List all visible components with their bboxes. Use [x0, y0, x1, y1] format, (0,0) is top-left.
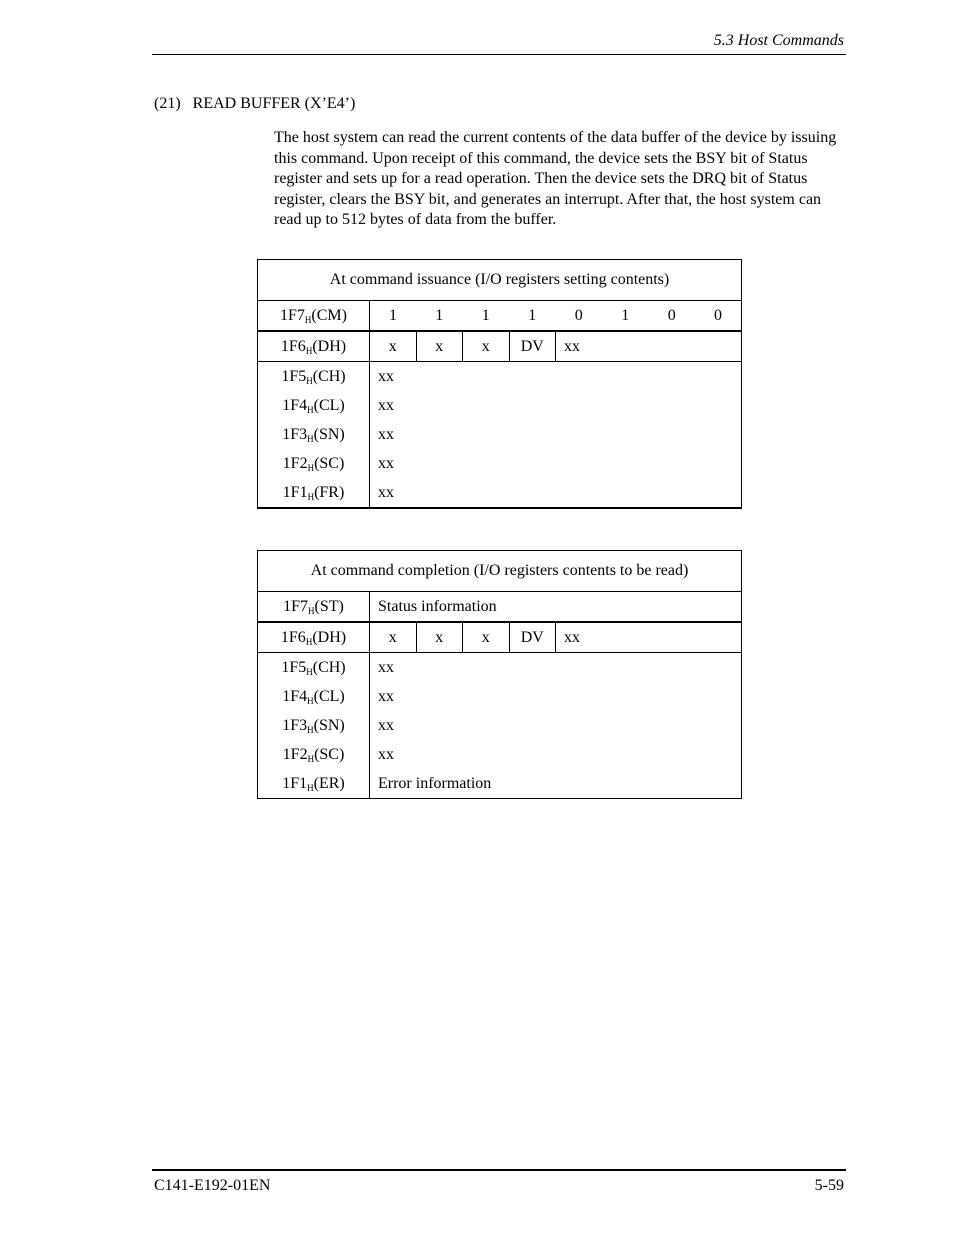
dh-bit-6: x [416, 622, 463, 653]
register-name [258, 769, 370, 799]
register-value: xx [370, 449, 742, 478]
register-value: xx [370, 420, 742, 449]
dh-dv-bit: DV [509, 622, 556, 653]
dh-bit-6: x [416, 331, 463, 362]
section-heading [154, 95, 355, 113]
hex-subscript: H [305, 345, 313, 356]
register-address: 1F6 [280, 628, 306, 646]
hex-subscript: H [307, 724, 314, 735]
completion-row-st [258, 592, 742, 623]
dh-head-bits: xx [556, 331, 742, 362]
completion-register-table [257, 550, 742, 799]
completion-row-er [258, 769, 742, 799]
bit-1: 0 [649, 301, 696, 332]
register-address: 1F1 [282, 483, 308, 501]
register-address: 1F2 [282, 454, 308, 472]
issuance-row-cm [258, 301, 742, 332]
completion-row-dh [258, 622, 742, 653]
hex-subscript: H [308, 605, 315, 616]
register-name [258, 449, 370, 478]
bit-2: 1 [602, 301, 649, 332]
register-value: xx [370, 478, 742, 508]
register-name [258, 653, 370, 683]
bit-4: 1 [509, 301, 556, 332]
register-address: 1F5 [281, 658, 307, 676]
hex-subscript: H [304, 314, 312, 325]
issuance-row-sn [258, 420, 742, 449]
register-suffix: (SN) [313, 425, 345, 443]
issuance-row-ch [258, 362, 742, 392]
issuance-row-dh [258, 331, 742, 362]
hex-subscript: H [305, 636, 313, 647]
hex-subscript: H [307, 782, 314, 793]
register-address: 1F2 [282, 745, 308, 763]
register-name [258, 420, 370, 449]
error-information: Error information [370, 769, 742, 799]
register-suffix: (FR) [314, 483, 345, 501]
issuance-row-sc [258, 449, 742, 478]
status-information: Status information [370, 592, 742, 623]
register-suffix: (CL) [313, 687, 345, 705]
bit-5: 1 [463, 301, 510, 332]
footer-doc-code: C141-E192-01EN [154, 1177, 271, 1194]
register-address: 1F7 [280, 306, 305, 324]
bit-0: 0 [695, 301, 742, 332]
hex-subscript: H [307, 462, 315, 473]
register-name [258, 711, 370, 740]
register-address: 1F3 [282, 716, 308, 734]
hex-subscript: H [307, 404, 314, 415]
register-value: xx [370, 682, 742, 711]
issuance-table-caption: At command issuance (I/O registers setting contents) [258, 260, 742, 301]
register-name [258, 362, 370, 392]
register-suffix: (SN) [313, 716, 345, 734]
issuance-row-fr [258, 478, 742, 508]
hex-subscript: H [307, 491, 315, 502]
register-address: 1F1 [282, 774, 308, 792]
register-address: 1F5 [281, 367, 307, 385]
register-suffix: (CH) [312, 367, 346, 385]
register-name [258, 740, 370, 769]
issuance-register-table [257, 259, 742, 509]
register-value: xx [370, 711, 742, 740]
hex-subscript: H [306, 666, 313, 677]
register-suffix: (ST) [314, 597, 344, 615]
dh-bit-7: x [370, 622, 417, 653]
dh-bit-7: x [370, 331, 417, 362]
dh-bit-5: x [463, 622, 510, 653]
description-paragraph: The host system can read the current contents of the data buffer of the device by issuing this command. Upon receipt of this command, the device sets the BSY bit of Status register and sets up for a read operation. Then the device sets the DRQ bit of Status register, clears the BSY bit, and generates an interrupt. After that, the host system can read up to 512 bytes of data from the buffer. [274, 129, 837, 228]
register-address: 1F4 [282, 396, 308, 414]
completion-row-sc [258, 740, 742, 769]
register-suffix: (SC) [314, 745, 345, 763]
dh-bit-5: x [463, 331, 510, 362]
section-title: READ BUFFER (X’E4’) [192, 95, 356, 112]
footer-page-number: 5-59 [814, 1177, 844, 1194]
header-rule [152, 54, 846, 55]
register-suffix: (SC) [314, 454, 345, 472]
dh-dv-bit: DV [509, 331, 556, 362]
register-value: xx [370, 653, 742, 683]
bit-7: 1 [370, 301, 417, 332]
register-address: 1F6 [280, 337, 306, 355]
completion-table-caption: At command completion (I/O registers contents to be read) [258, 551, 742, 592]
header-section-title: 5.3 Host Commands [713, 32, 844, 49]
register-name [258, 331, 370, 362]
bit-3: 0 [556, 301, 603, 332]
register-value: xx [370, 740, 742, 769]
register-name [258, 478, 370, 508]
hex-subscript: H [306, 375, 313, 386]
register-address: 1F4 [282, 687, 308, 705]
completion-row-sn [258, 711, 742, 740]
register-name [258, 301, 370, 332]
hex-subscript: H [307, 433, 314, 444]
bit-6: 1 [416, 301, 463, 332]
register-name [258, 391, 370, 420]
register-suffix: (DH) [312, 337, 347, 355]
register-suffix: (CM) [311, 306, 347, 324]
register-address: 1F7 [283, 597, 309, 615]
register-suffix: (CH) [312, 658, 346, 676]
register-suffix: (DH) [312, 628, 347, 646]
register-name [258, 592, 370, 623]
dh-head-bits: xx [556, 622, 742, 653]
footer-rule [152, 1169, 846, 1171]
register-value: xx [370, 391, 742, 420]
register-name [258, 682, 370, 711]
completion-row-cl [258, 682, 742, 711]
register-address: 1F3 [282, 425, 308, 443]
register-name [258, 622, 370, 653]
register-value: xx [370, 362, 742, 392]
section-number: (21) [154, 95, 181, 112]
register-suffix: (CL) [313, 396, 345, 414]
register-suffix: (ER) [313, 774, 345, 792]
completion-row-ch [258, 653, 742, 683]
hex-subscript: H [307, 695, 314, 706]
issuance-row-cl [258, 391, 742, 420]
hex-subscript: H [307, 753, 315, 764]
